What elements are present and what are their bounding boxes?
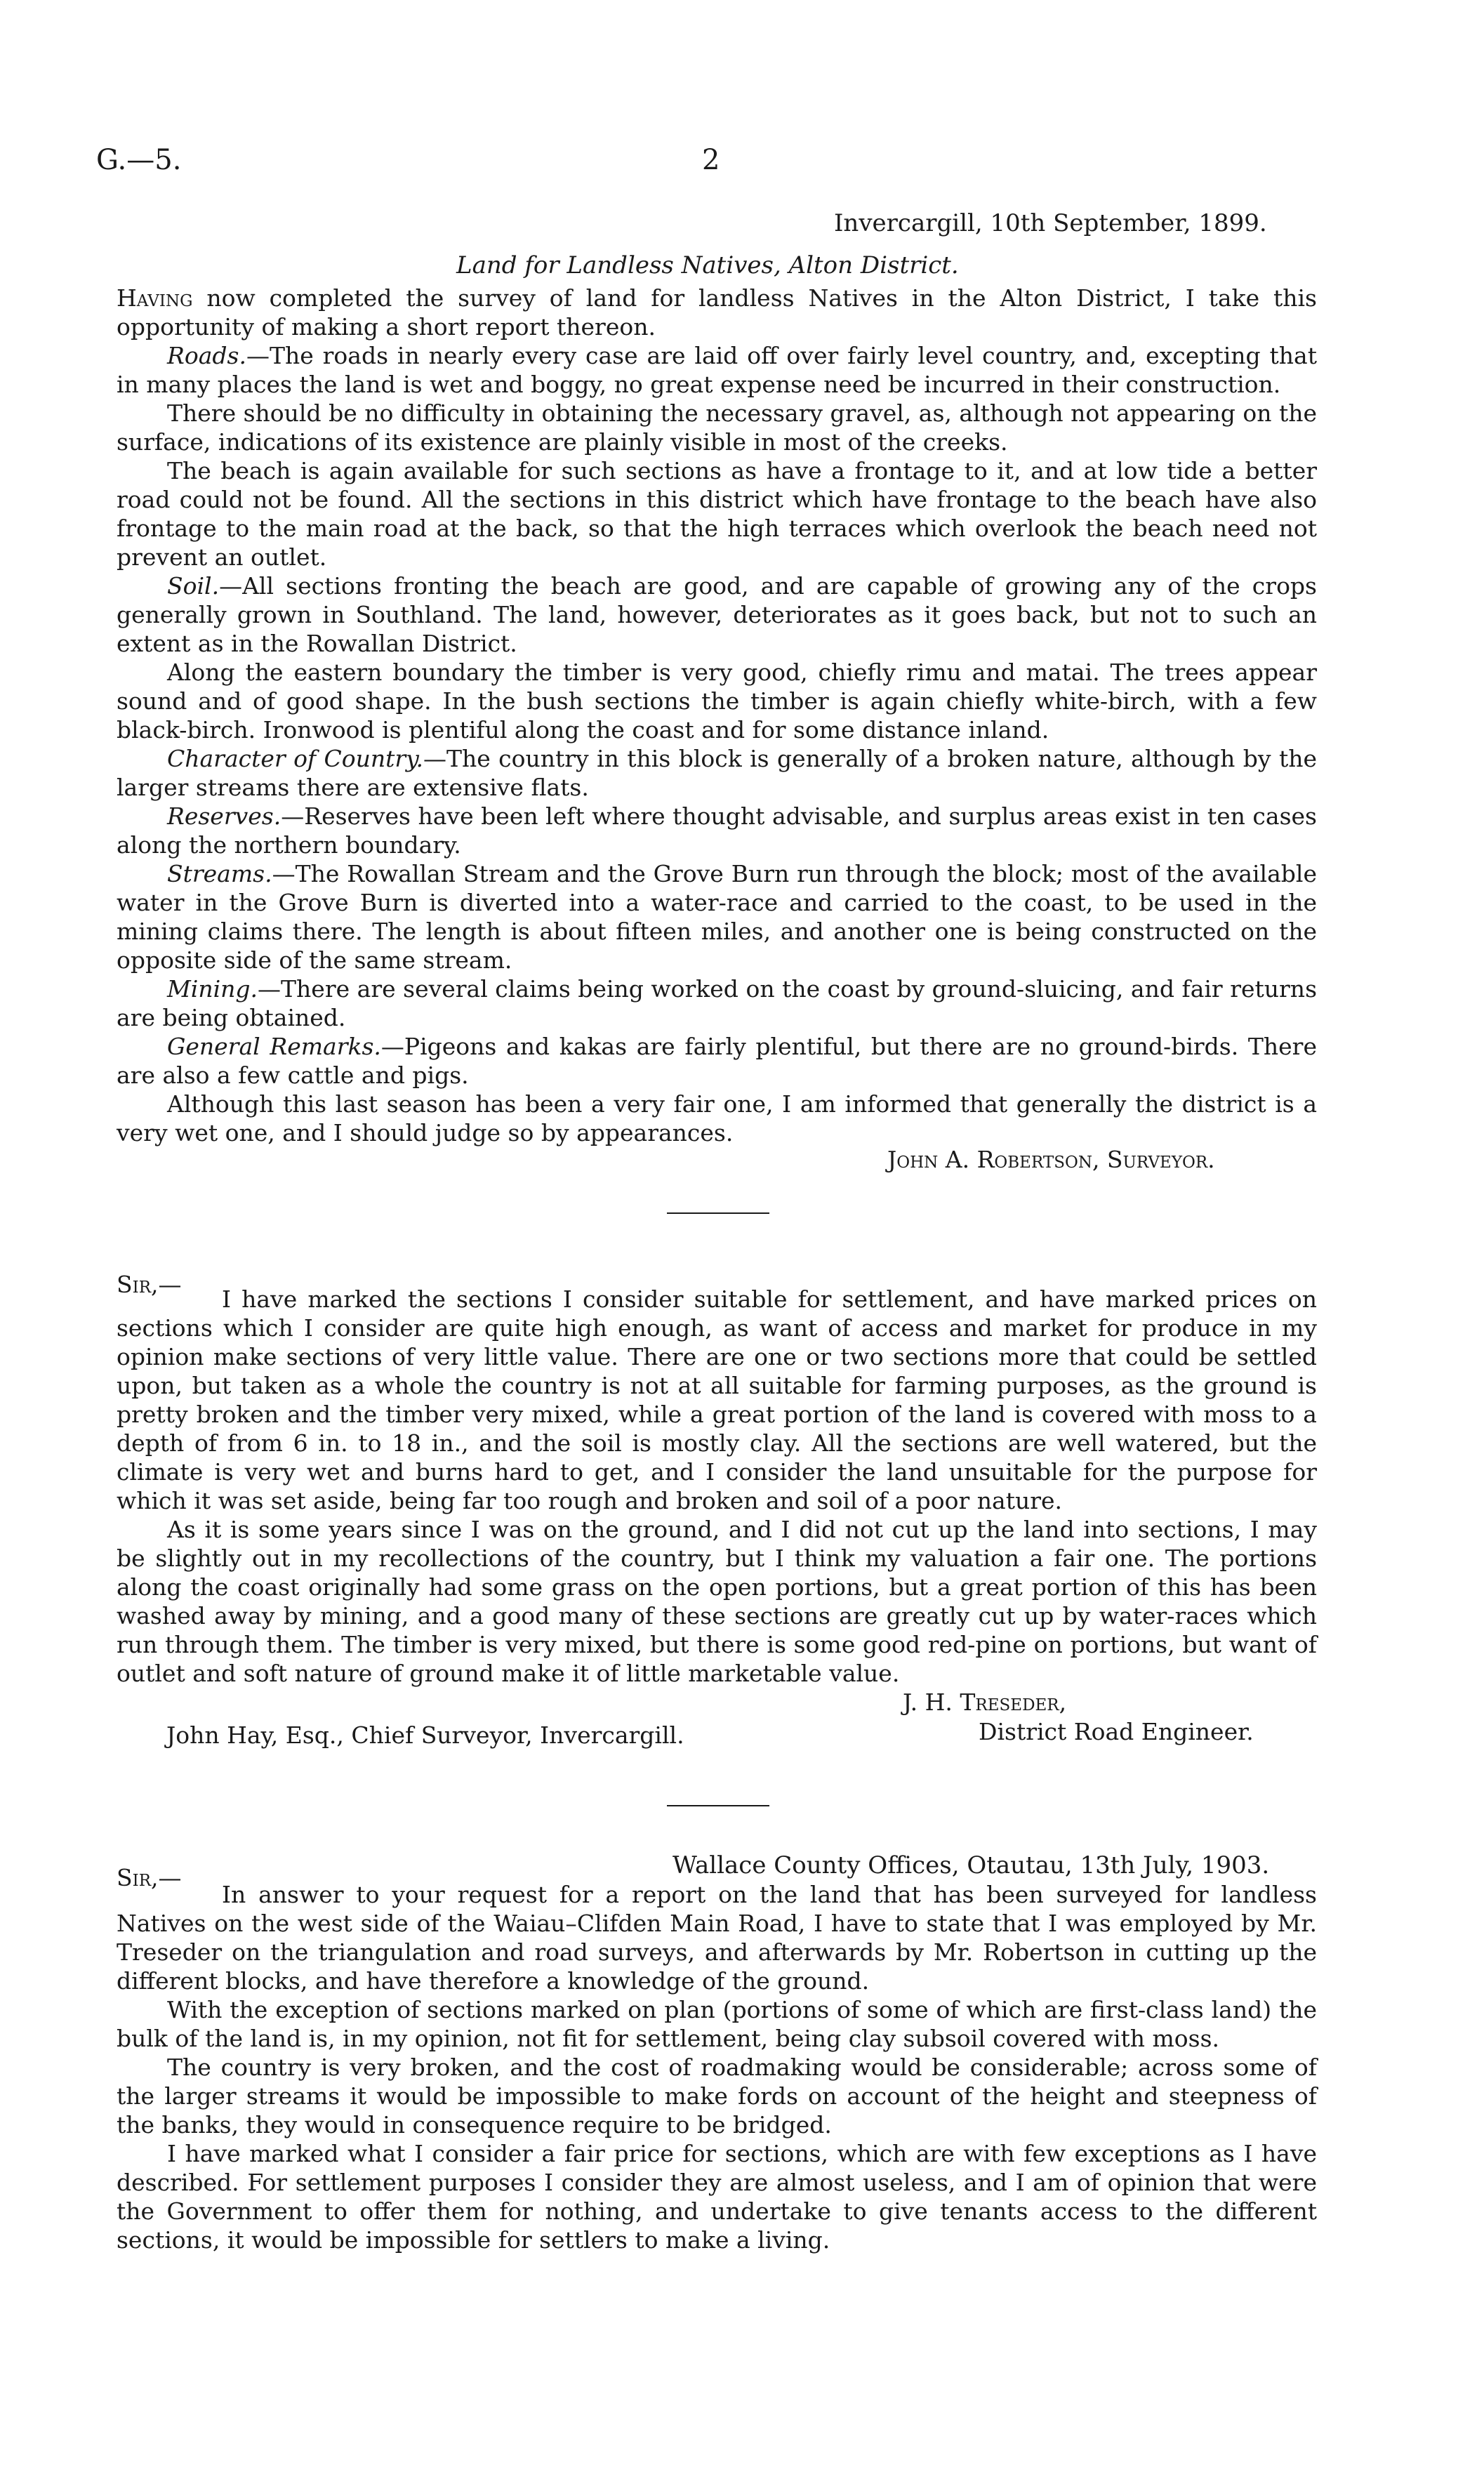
report3-dateline: Wallace County Offices, Otautau, 13th July, 1903. xyxy=(673,1851,1270,1879)
report3-salutation: Sir,— xyxy=(117,1864,182,1891)
section-heading: Roads. xyxy=(167,342,246,369)
section-heading: Streams. xyxy=(167,860,272,887)
report3-paragraph: With the exception of sections marked on plan (portions of some of which are first-class land) the bulk of the land is, in my opinion, not fit for settlement, being clay subsoil covered with moss. xyxy=(117,1996,1317,2052)
report2-signature-name: J. H. Treseder, xyxy=(903,1688,1067,1716)
report1-paragraph: Mining.—There are several claims being worked on the coast by ground-sluicing, and fair returns are being obtained. xyxy=(117,975,1317,1031)
section-heading: Soil. xyxy=(167,572,220,600)
section-divider xyxy=(667,1212,769,1214)
report1-dateline: Invercargill, 10th September, 1899. xyxy=(834,209,1267,237)
report3-paragraph: In answer to your request for a report on the land that has been surveyed for landless Natives on the west side of the Waiau–Clifden Main Road, I have to state that I was employed by Mr. Treseder on the triangulation and road surveys, and afterwards by Mr. Robertson in cutting up the different blocks, and have therefore a knowledge of the ground. xyxy=(117,1881,1317,1995)
document-reference: G.—5. xyxy=(96,144,182,176)
report1-paragraph: The beach is again available for such sections as have a frontage to it, and at low tide a better road could not be found. All the sections in this district which have frontage to the beach have also frontage to the main road at the back, so that the high terraces which overlook the beach need not prevent an outlet. xyxy=(117,457,1317,571)
report1-signature: John A. Robertson, Surveyor. xyxy=(887,1146,1215,1173)
report2-salutation: Sir,— xyxy=(117,1271,182,1298)
report1-paragraph: Although this last season has been a very fair one, I am informed that generally the district is a very wet one, and I should judge so by appearances. xyxy=(117,1090,1317,1146)
report1-paragraph: Reserves.—Reserves have been left where thought advisable, and surplus areas exist in ten cases along the northern boundary. xyxy=(117,802,1317,859)
report1-paragraph: Character of Country.—The country in this block is generally of a broken nature, although by the larger streams there are extensive flats. xyxy=(117,745,1317,801)
report3-paragraph: The country is very broken, and the cost of roadmaking would be considerable; across some of the larger streams it would be impossible to make fords on account of the height and steepness of the banks, they would in consequence require to be bridged. xyxy=(117,2054,1317,2138)
section-heading: General Remarks. xyxy=(167,1033,381,1060)
section-divider xyxy=(667,1805,769,1806)
section-heading: Mining. xyxy=(167,975,258,1003)
report2-addressee: John Hay, Esq., Chief Surveyor, Invercargill. xyxy=(166,1721,684,1749)
section-heading: Character of Country. xyxy=(167,745,423,772)
report1-paragraph: General Remarks.—Pigeons and kakas are fairly plentiful, but there are no ground-birds. There are also a few cattle and pigs. xyxy=(117,1033,1317,1089)
report2-paragraph: I have marked the sections I consider suitable for settlement, and have marked prices on sections which I consider are quite high enough, as want of access and market for produce in my opinion make sections of very little value. There are one or two sections more that could be settled upon, but taken as a whole the country is not at all suitable for farming purposes, as the ground is pretty broken and the timber very mixed, while a great portion of the land is covered with moss to a depth of from 6 in. to 18 in., and the soil is mostly clay. All the sections are well watered, but the climate is very wet and burns hard to get, and I consider the land unsuitable for the purpose for which it was set aside, being far too rough and broken and soil of a poor nature. xyxy=(117,1285,1317,1514)
report3-paragraph: I have marked what I consider a fair price for sections, which are with few exceptions as I have described. For settlement purposes I consider they are almost useless, and I am of opinion that were the Government to offer them for nothing, and undertake to give tenants access to the different sections, it would be impossible for settlers to make a living. xyxy=(117,2140,1317,2254)
report2-body xyxy=(117,1285,1317,1688)
report3-body xyxy=(117,1880,1317,2254)
report2-paragraph: As it is some years since I was on the ground, and I did not cut up the land into sections, I may be slightly out in my recollections of the country, but I think my valuation a fair one. The portions along the coast originally had some grass on the open portions, but a great portion of this has been washed away by mining, and a good many of these sections are greatly cut up by water-races which run through them. The timber is very mixed, but there is some good red-pine on portions, but want of outlet and soft nature of ground make it of little marketable value. xyxy=(117,1516,1317,1687)
report1-paragraph: Soil.—All sections fronting the beach are good, and are capable of growing any of the crops generally grown in Southland. The land, however, deteriorates as it goes back, but not to such an extent as in the Rowallan District. xyxy=(117,572,1317,657)
report1-paragraph: There should be no difficulty in obtaining the necessary gravel, as, although not appearing on the surface, indications of its existence are plainly visible in most of the creeks. xyxy=(117,399,1317,456)
report1-paragraph: Streams.—The Rowallan Stream and the Grove Burn run through the block; most of the available water in the Grove Burn is diverted into a water-race and carried to the coast, to be used in the mining claims there. The length is about fifteen miles, and another one is being constructed on the opposite side of the same stream. xyxy=(117,860,1317,974)
report2-signature-title: District Road Engineer. xyxy=(979,1718,1254,1745)
section-heading: Reserves. xyxy=(167,802,281,830)
report1-paragraph: Having now completed the survey of land for landless Natives in the Alton District, I take this opportunity of making a short report thereon. xyxy=(117,284,1317,341)
report1-lead-word: Having xyxy=(117,284,193,312)
report1-paragraph: Along the eastern boundary the timber is very good, chiefly rimu and matai. The trees appear sound and of good shape. In the bush sections the timber is again chiefly white-birch, with a few black-birch. Ironwood is plentiful along the coast and for some distance inland. xyxy=(117,659,1317,743)
report1-paragraph: Roads.—The roads in nearly every case are laid off over fairly level country, and, excepting that in many places the land is wet and boggy, no great expense need be incurred in their construction. xyxy=(117,342,1317,398)
page-number: 2 xyxy=(702,144,720,176)
report1-body xyxy=(117,284,1317,1147)
report1-title: Land for Landless Natives, Alton District. xyxy=(456,251,959,279)
